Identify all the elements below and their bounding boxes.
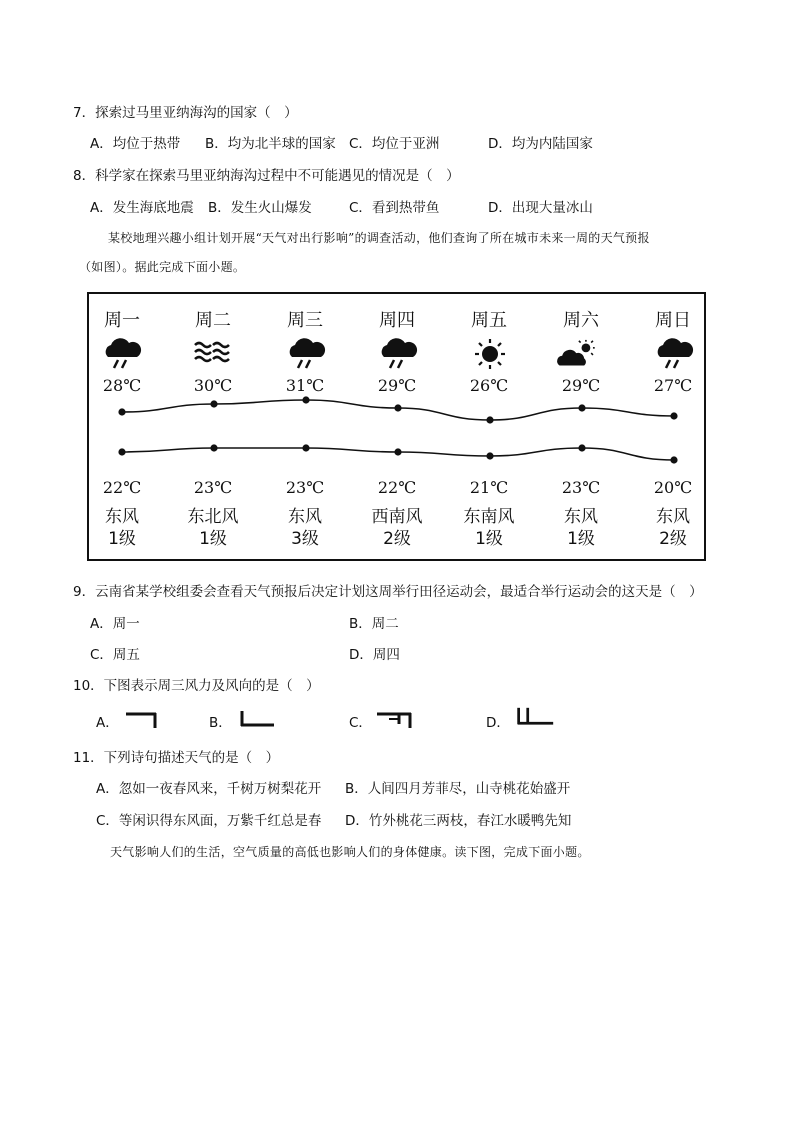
high-temp-thu: 29℃ (377, 376, 417, 395)
wind-sun (628, 506, 718, 550)
q9-option-c: C．周五 (90, 647, 140, 663)
day-label-thu: 周四 (379, 310, 415, 331)
wind-level: 1级 (199, 529, 227, 549)
q7-option-a: A．均位于热带 (90, 136, 181, 152)
q10-option-d: D． (486, 715, 510, 731)
high-temp-tue: 30℃ (193, 376, 233, 395)
high-temp-point (578, 404, 585, 411)
wind-symbol-c (375, 710, 415, 730)
high-temp-point (486, 416, 493, 423)
q9-option-d: D．周四 (349, 647, 400, 663)
wind-direction: 东北风 (187, 507, 239, 527)
q8-option-d: D．出现大量冰山 (488, 200, 593, 216)
wind-direction: 东风 (656, 507, 690, 527)
high-temp-point (394, 404, 401, 411)
wind-level: 1级 (108, 529, 136, 549)
q8-option-c: C．看到热带鱼 (349, 200, 440, 216)
wind-symbol-b (238, 708, 278, 728)
low-temp-tue: 23℃ (193, 478, 233, 497)
high-temp-sat: 29℃ (561, 376, 601, 395)
q7-option-c: C．均位于亚洲 (349, 136, 440, 152)
day-label-tue: 周二 (195, 310, 231, 331)
q7-stem: 7．探索过马里亚纳海沟的国家（ ） (73, 105, 298, 121)
high-temp-mon: 28℃ (102, 376, 142, 395)
low-temp-wed: 23℃ (285, 478, 325, 497)
high-temp-sun: 27℃ (653, 376, 693, 395)
wind-level: 3级 (291, 529, 319, 549)
day-label-mon: 周一 (104, 310, 140, 331)
high-temp-point (302, 396, 309, 403)
q7-option-d: D．均为内陆国家 (488, 136, 593, 152)
wind-direction: 西南风 (371, 507, 423, 527)
q9-option-b: B．周二 (349, 616, 399, 632)
low-temp-sun: 20℃ (653, 478, 693, 497)
high-temp-point (210, 400, 217, 407)
wind-direction: 东风 (288, 507, 322, 527)
wind-symbol-d (515, 706, 555, 726)
wind-direction: 东风 (105, 507, 139, 527)
low-temp-mon: 22℃ (102, 478, 142, 497)
day-label-sat: 周六 (563, 310, 599, 331)
low-temp-point (394, 448, 401, 455)
wind-mon (77, 506, 167, 550)
wind-sat (536, 506, 626, 550)
low-temp-point (210, 444, 217, 451)
q11-option-c: C．等闲识得东风面，万紫千红总是春 (96, 813, 322, 829)
q8-option-a: A．发生海底地震 (90, 200, 194, 216)
low-temp-point (486, 452, 493, 459)
q10-option-b: B． (209, 715, 232, 731)
wind-fri (444, 506, 534, 550)
q7-option-b: B．均为北半球的国家 (205, 136, 336, 152)
q10-stem: 10．下图表示周三风力及风向的是（ ） (73, 678, 320, 694)
intro-paragraph-line2: （如图）。据此完成下面小题。 (79, 260, 246, 274)
q9-option-a: A．周一 (90, 616, 140, 632)
q8-option-b: B．发生火山爆发 (208, 200, 312, 216)
wind-direction: 东南风 (463, 507, 515, 527)
intro-paragraph-2: 天气影响人们的生活，空气质量的高低也影响人们的身体健康。读下图，完成下面小题。 (110, 845, 590, 859)
wind-level: 2级 (659, 529, 687, 549)
high-temp-point (118, 408, 125, 415)
q10-option-a: A． (96, 715, 119, 731)
weather-forecast-panel (87, 292, 706, 561)
intro-paragraph-line1: 某校地理兴趣小组计划开展“天气对出行影响”的调查活动，他们查询了所在城市未来一周的天气预报 (108, 231, 650, 245)
low-temp-point (578, 444, 585, 451)
wind-level: 1级 (475, 529, 503, 549)
wind-level: 1级 (567, 529, 595, 549)
q11-stem: 11．下列诗句描述天气的是（ ） (73, 750, 280, 766)
q11-option-d: D．竹外桃花三两枝，春江水暖鸭先知 (345, 813, 572, 829)
day-label-wed: 周三 (287, 310, 323, 331)
wind-tue (168, 506, 258, 550)
q9-stem: 9．云南省某学校组委会查看天气预报后决定计划这周举行田径运动会，最适合举行运动会的这天是（ ） (73, 584, 703, 600)
wind-thu (352, 506, 442, 550)
wind-level: 2级 (383, 529, 411, 549)
low-temp-point (118, 448, 125, 455)
low-temp-point (302, 444, 309, 451)
low-temp-point (670, 456, 677, 463)
q11-option-b: B．人间四月芳菲尽，山寺桃花始盛开 (345, 781, 571, 797)
wind-direction: 东风 (564, 507, 598, 527)
wind-symbol-a (124, 710, 164, 730)
high-temp-wed: 31℃ (285, 376, 325, 395)
low-temp-sat: 23℃ (561, 478, 601, 497)
q11-option-a: A．忽如一夜春风来，千树万树梨花开 (96, 781, 322, 797)
low-temp-fri: 21℃ (469, 478, 509, 497)
high-temp-point (670, 412, 677, 419)
day-label-sun: 周日 (655, 310, 691, 331)
q8-stem: 8．科学家在探索马里亚纳海沟过程中不可能遇见的情况是（ ） (73, 168, 460, 184)
q10-option-c: C． (349, 715, 372, 731)
low-temp-thu: 22℃ (377, 478, 417, 497)
wind-wed (260, 506, 350, 550)
day-label-fri: 周五 (471, 310, 507, 331)
high-temp-fri: 26℃ (469, 376, 509, 395)
